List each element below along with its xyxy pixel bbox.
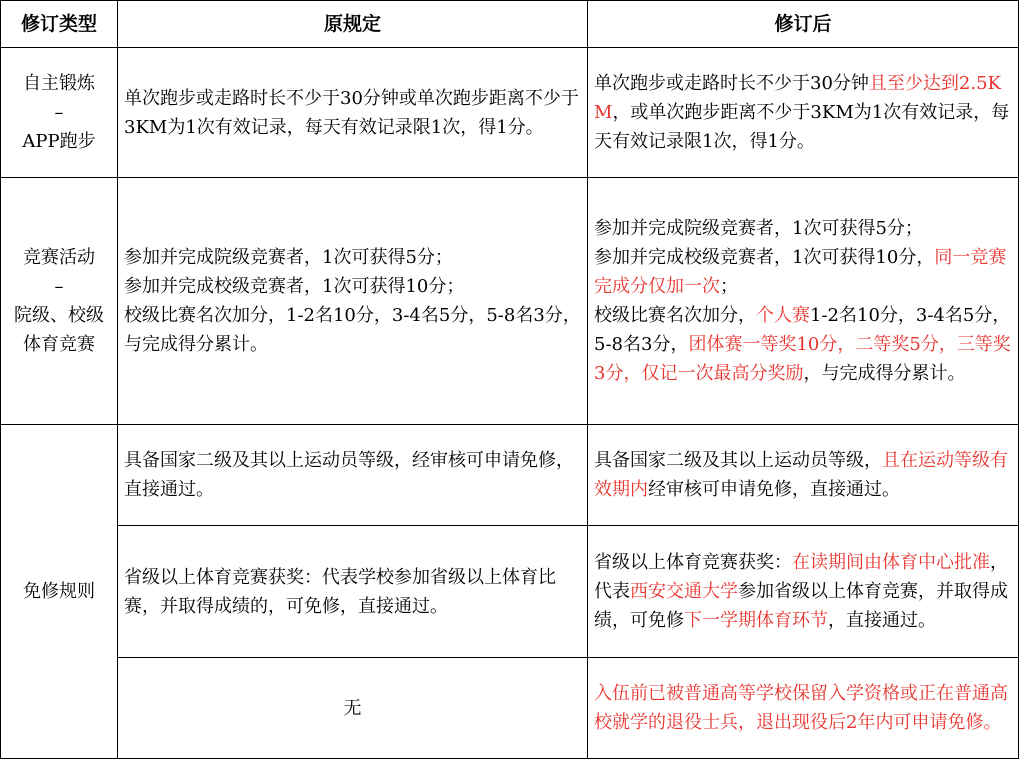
original-cell: 单次跑步或走路时长不少于30分钟或单次跑步距离不少于3KM为1次有效记录，每天有效记录限1次，得1分。 <box>118 48 588 178</box>
original-line: 参加并完成校级竞赛者，1次可获得10分； <box>124 276 465 297</box>
table-row <box>1 178 1019 425</box>
revised-text: 参加省级以上体育竞赛，并取得成绩，可免修 <box>594 581 1008 631</box>
revised-cell <box>588 658 1019 759</box>
revised-text: ，代表 <box>594 552 1008 602</box>
revised-line <box>594 214 1012 243</box>
revised-text: 参加并完成校级竞赛者，1次可获得10分， <box>594 247 935 268</box>
original-line: 参加并完成院级竞赛者，1次可获得5分； <box>124 247 453 268</box>
revised-highlight: 且在运动等级有效期内 <box>594 450 1008 500</box>
header-type: 修订类型 <box>1 1 118 48</box>
revised-highlight: 团体赛一等奖10分，二等奖5分，三等奖3分，仅记一次最高分奖励 <box>594 334 1011 384</box>
type-line: 院级、校级体育竞赛 <box>14 305 104 355</box>
revised-highlight: 下一学期体育环节 <box>684 610 828 631</box>
revised-text: 单次跑步或走路时长不少于30分钟 <box>594 73 869 94</box>
revised-highlight: 同一竞赛完成分仅加一次 <box>594 247 1007 297</box>
revised-cell <box>588 425 1019 526</box>
revised-highlight: 个人赛 <box>756 305 810 326</box>
revised-line <box>594 243 1012 301</box>
revised-text: 校级比赛名次加分， <box>594 305 756 326</box>
revised-cell <box>588 48 1019 178</box>
revised-text: 参加并完成院级竞赛者，1次可获得5分； <box>594 218 923 239</box>
revised-text: ，直接通过。 <box>828 610 936 631</box>
type-cell <box>1 178 118 425</box>
revised-text: 1-2名10分，3-4名5分，5-8名3分， <box>594 305 1011 355</box>
revised-text: ，与完成得分累计。 <box>803 363 966 384</box>
revised-text: 具备国家二级及其以上运动员等级， <box>594 450 882 471</box>
table-row <box>1 48 1019 178</box>
revised-text: ； <box>720 276 738 297</box>
header-row <box>1 1 1019 48</box>
type-line: 自主锻炼 <box>23 73 95 94</box>
type-cell <box>1 425 118 759</box>
header-original: 原规定 <box>118 1 588 48</box>
type-cell <box>1 48 118 178</box>
revised-highlight: 入伍前已被普通高等学校保留入学资格或正在普通高校就学的退役士兵，退出现役后2年内可申请免修。 <box>594 683 1008 733</box>
revised-line <box>594 301 1012 388</box>
revised-text: ，或单次跑步距离不少于3KM为1次有效记录，每天有效记录限1次，得1分。 <box>594 102 1010 152</box>
table-row <box>1 658 1019 759</box>
original-cell: 无 <box>118 658 588 759</box>
type-line: – <box>54 102 64 123</box>
table-row <box>1 526 1019 658</box>
original-cell: 省级以上体育竞赛获奖：代表学校参加省级以上体育比赛，并取得成绩的，可免修，直接通过。 <box>118 526 588 658</box>
original-cell: 具备国家二级及其以上运动员等级，经审核可申请免修，直接通过。 <box>118 425 588 526</box>
table-row <box>1 425 1019 526</box>
type-line: 竞赛活动 <box>23 247 95 268</box>
revised-cell <box>588 526 1019 658</box>
revised-text: 经审核可申请免修，直接通过。 <box>648 479 900 500</box>
revised-text: 省级以上体育竞赛获奖： <box>594 552 792 573</box>
original-cell <box>118 178 588 425</box>
type-line: 免修规则 <box>23 581 95 602</box>
header-revised: 修订后 <box>588 1 1019 48</box>
revised-highlight: 在读期间由体育中心批准 <box>792 552 990 573</box>
original-line: 校级比赛名次加分，1-2名10分，3-4名5分，5-8名3分，与完成得分累计。 <box>124 305 581 355</box>
type-line: APP跑步 <box>22 131 96 152</box>
revised-cell <box>588 178 1019 425</box>
revised-highlight: 西安交通大学 <box>630 581 738 602</box>
type-line: – <box>54 276 64 297</box>
revised-highlight: 且至少达到2.5KM <box>594 73 1001 123</box>
